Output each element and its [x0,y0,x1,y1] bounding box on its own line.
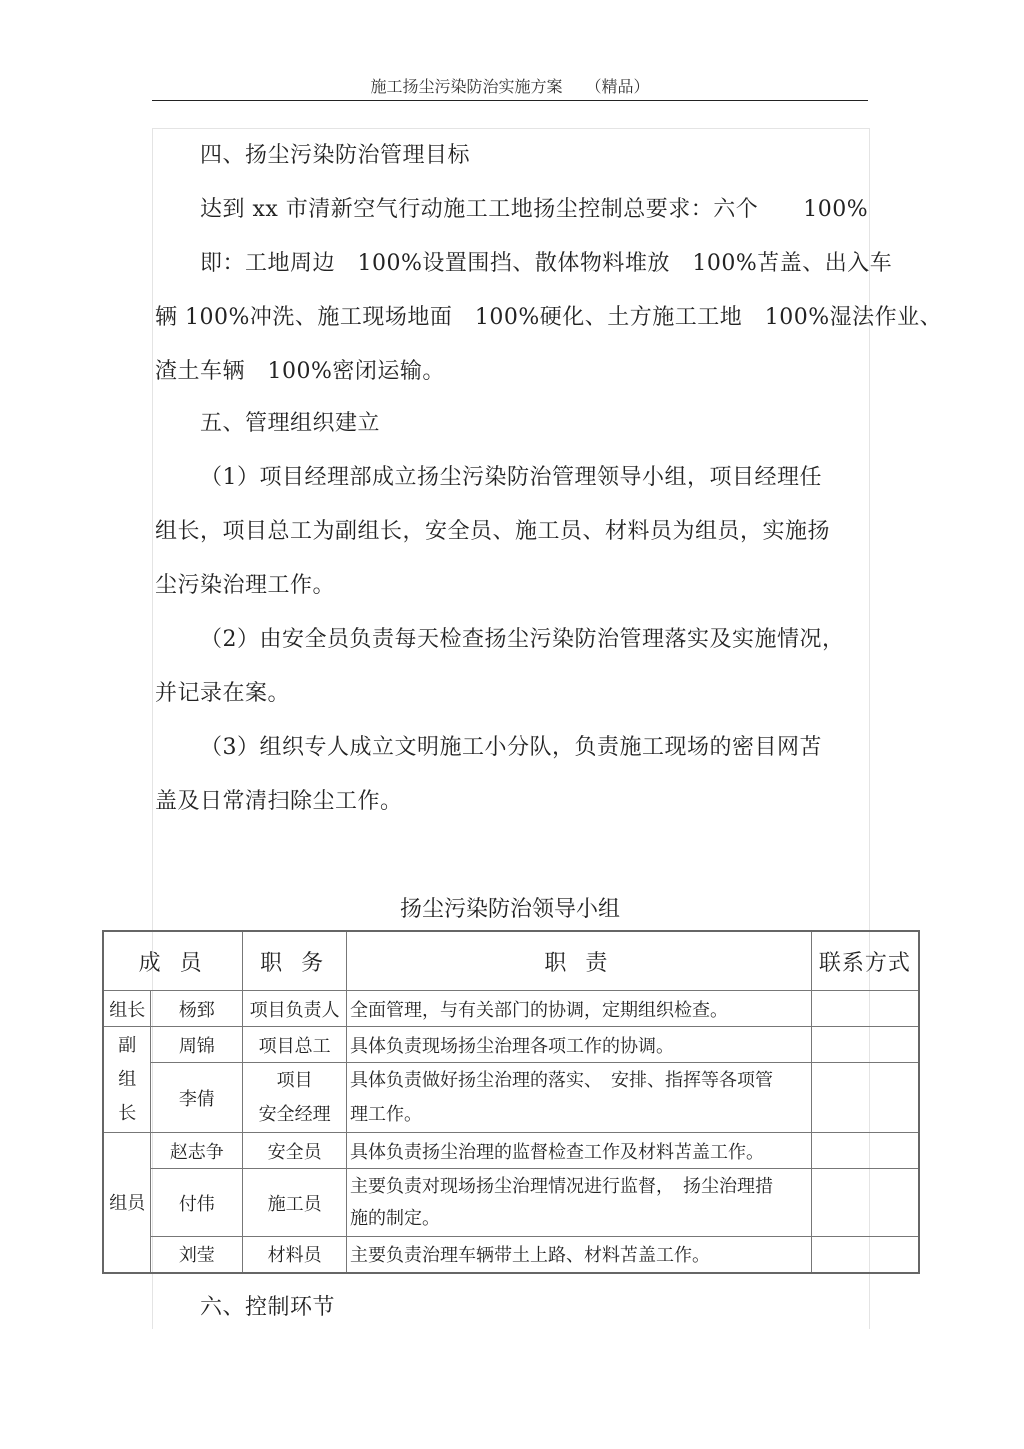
paragraph-line: 盖及日常清扫除尘工作。 [155,789,403,814]
member-name: 李倩 [151,1063,243,1133]
group-member: 组员 [103,1133,151,1273]
group-deputy-char: 副 [118,1034,137,1056]
member-position: 项目负责人 [243,991,347,1027]
table-header-row [103,931,919,991]
table-title: 扬尘污染防治领导小组 [399,897,620,922]
member-contact [811,1133,919,1169]
member-duty [346,1063,811,1133]
group-leader: 组长 [103,991,151,1027]
table-row [103,1133,919,1169]
member-name: 周锦 [151,1027,243,1063]
paragraph-line: （3）组织专人成立文明施工小分队，负责施工现场的密目网苫 [200,735,822,760]
member-position-line: 项目 [276,1069,313,1091]
member-position: 安全员 [243,1133,347,1169]
member-duty-line: 理工作。 [349,1103,422,1125]
paragraph-line: 达到 xx 市清新空气行动施工工地扬尘控制总要求：六个 100% [200,197,869,222]
member-duty: 全面管理，与有关部门的协调，定期组织检查。 [346,991,811,1027]
member-contact [811,1063,919,1133]
paragraph-line: 并记录在案。 [155,681,291,706]
member-duty: 具体负责扬尘治理的监督检查工作及材料苫盖工作。 [346,1133,811,1169]
group-deputy [103,1027,151,1133]
paragraph-line: 辆 100%冲洗、施工现场地面 100%硬化、土方施工工地 100%湿法作业、 [155,305,943,330]
paragraph-line: （2）由安全员负责每天检查扬尘污染防治管理落实及实施情况， [200,627,845,652]
member-name: 刘莹 [151,1237,243,1273]
header-contact: 联系方式 [811,931,919,991]
header-rule [152,100,868,101]
paragraph-line: 即：工地周边 100%设置围挡、散体物料堆放 100%苫盖、出入车 [200,251,893,276]
member-position: 施工员 [243,1169,347,1237]
group-deputy-char: 长 [118,1102,137,1124]
section6-heading: 六、控制环节 [200,1295,336,1320]
member-position: 材料员 [243,1237,347,1273]
member-contact [811,1237,919,1273]
member-contact [811,991,919,1027]
member-position: 项目总工 [243,1027,347,1063]
paragraph-line: 尘污染治理工作。 [155,573,336,598]
member-duty: 具体负责现场扬尘治理各项工作的协调。 [346,1027,811,1063]
table-row [103,1169,919,1237]
paragraph-line: 渣土车辆 100%密闭运输。 [155,359,445,384]
member-duty [346,1169,811,1237]
member-duty-line: 具体负责做好扬尘治理的落实、 安排、指挥等各项管 [349,1069,773,1091]
member-contact [811,1027,919,1063]
member-duty-line: 施的制定。 [349,1207,440,1229]
leadership-table [102,930,920,1274]
member-position-line: 安全经理 [258,1103,331,1125]
group-deputy-char: 组 [118,1068,137,1090]
member-contact [811,1169,919,1237]
header-position: 职 务 [243,931,347,991]
member-name: 付伟 [151,1169,243,1237]
paragraph-line: （1）项目经理部成立扬尘污染防治管理领导小组，项目经理任 [200,465,822,490]
section5-heading: 五、管理组织建立 [200,411,381,436]
header-member: 成 员 [103,931,243,991]
member-duty: 主要负责治理车辆带土上路、材料苫盖工作。 [346,1237,811,1273]
header-tag: （精品） [585,77,650,96]
section4-heading: 四、扬尘污染防治管理目标 [200,143,471,168]
table-row [103,1063,919,1133]
header-title: 施工扬尘污染防治实施方案 [370,77,563,96]
member-position [243,1063,347,1133]
member-name: 赵志争 [151,1133,243,1169]
table-row [103,991,919,1027]
paragraph-line: 组长，项目总工为副组长，安全员、施工员、材料员为组员，实施扬 [155,519,831,544]
page-header [152,74,868,97]
member-duty-line: 主要负责对现场扬尘治理情况进行监督， 扬尘治理措 [349,1175,773,1197]
table-row [103,1237,919,1273]
header-duty: 职 责 [346,931,811,991]
table-row [103,1027,919,1063]
member-name: 杨郅 [151,991,243,1027]
